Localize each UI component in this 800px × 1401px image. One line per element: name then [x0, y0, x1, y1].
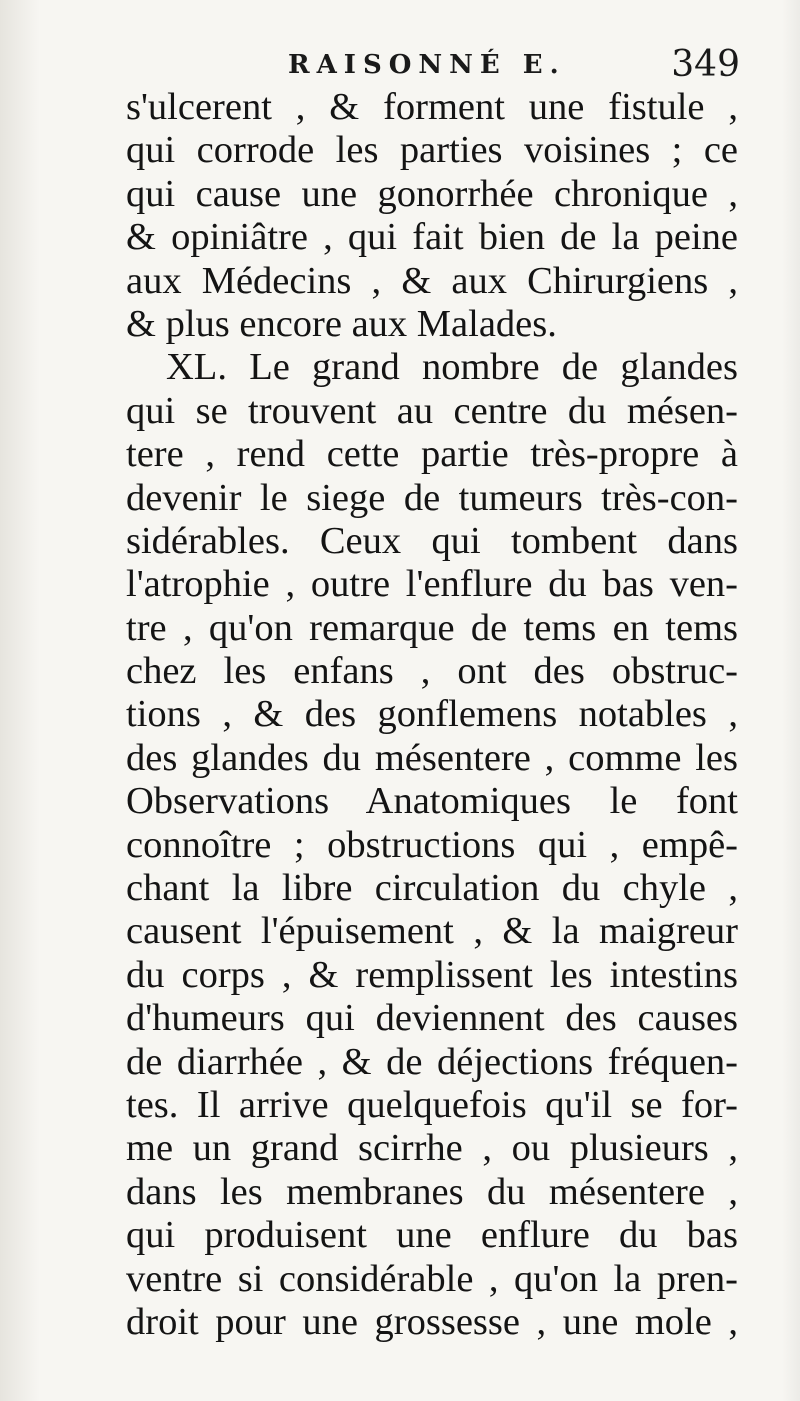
text-line: tes. Il arrive quelquefois qu'il se for-	[126, 1083, 738, 1126]
text-line: tre , qu'on remarque de tems en tems	[126, 606, 738, 649]
paragraph	[126, 346, 738, 1344]
text-line: qui se trouvent au centre du mésen-	[126, 389, 738, 432]
text-line: Observations Anatomiques le font	[126, 780, 738, 823]
text-line: dans les membranes du mésentere ,	[126, 1170, 738, 1213]
text-line: d'humeurs qui deviennent des causes	[126, 997, 738, 1040]
text-line: chant la libre circulation du chyle ,	[126, 867, 738, 910]
binding-shadow	[0, 0, 40, 1401]
text-line: XL. Le grand nombre de glandes	[166, 346, 738, 389]
text-line: chez les enfans , ont des obstruc-	[126, 650, 738, 693]
page-number: 349	[671, 44, 740, 85]
text-line: du corps , & remplissent les intestins	[126, 953, 738, 996]
text-line: ventre si considérable , qu'on la pren-	[126, 1257, 738, 1300]
text-line: & opiniâtre , qui fait bien de la peine	[126, 216, 738, 259]
text-line: tions , & des gonflemens notables ,	[126, 693, 738, 736]
text-line: sidérables. Ceux qui tombent dans	[126, 519, 738, 562]
text-line: l'atrophie , outre l'enflure du bas ven-	[126, 563, 738, 606]
text-line: me un grand scirrhe , ou plusieurs ,	[126, 1127, 738, 1170]
text-line: & plus encore aux Malades.	[126, 302, 557, 345]
text-line: droit pour une grossesse , une mole ,	[126, 1300, 738, 1343]
text-body	[126, 86, 738, 1344]
text-line: des glandes du mésentere , comme les	[126, 736, 738, 779]
text-line: causent l'épuisement , & la maigreur	[126, 910, 738, 953]
text-line: s'ulcerent , & forment une fistule ,	[126, 86, 738, 128]
paragraph	[126, 86, 738, 346]
text-line: tere , rend cette partie très-propre à	[126, 433, 738, 476]
running-head: RAISONNÉ E.	[288, 50, 566, 80]
text-line: devenir le siege de tumeurs très-con-	[126, 476, 738, 519]
text-line: connoître ; obstructions qui , empê-	[126, 823, 738, 866]
text-line: aux Médecins , & aux Chirurgiens ,	[126, 259, 738, 302]
text-line: qui cause une gonorrhée chronique ,	[126, 172, 738, 215]
text-line: qui corrode les parties voisines ; ce	[126, 129, 738, 172]
page-edge	[782, 0, 800, 1401]
text-line: de diarrhée , & de déjections fréquen-	[126, 1040, 738, 1083]
text-line: qui produisent une enflure du bas	[126, 1214, 738, 1257]
